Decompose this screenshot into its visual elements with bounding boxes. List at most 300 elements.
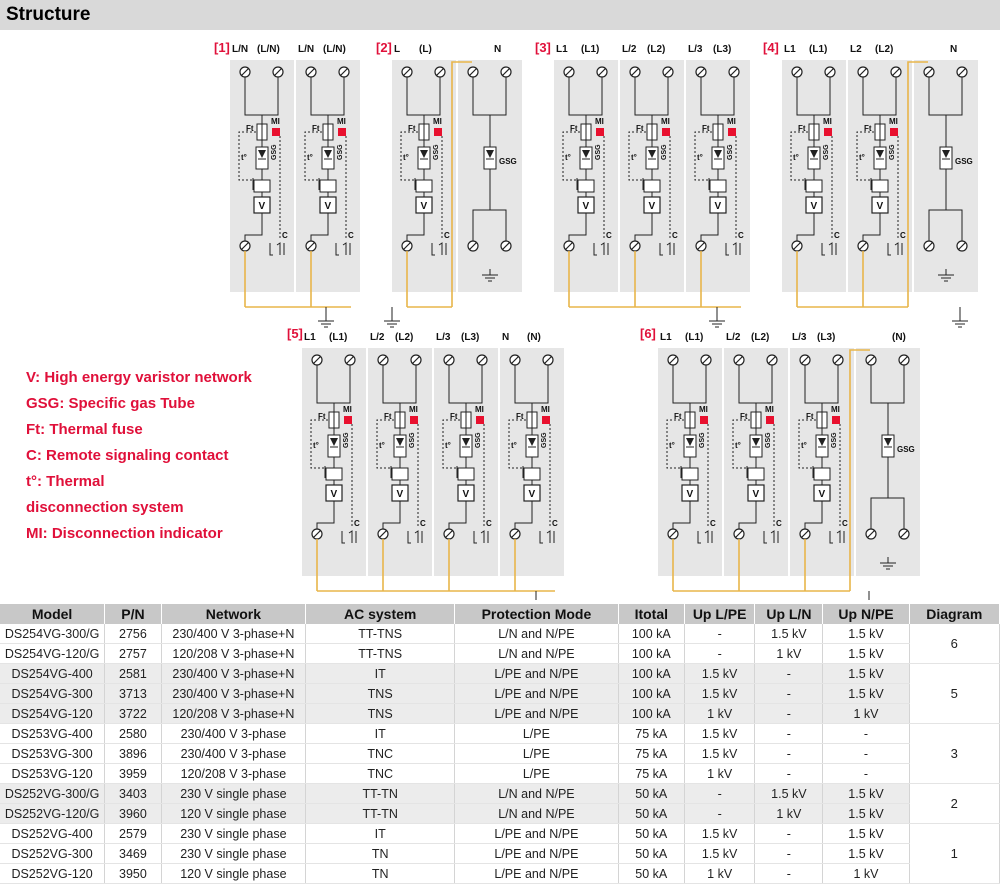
diagram-2	[376, 40, 522, 327]
table-header-row	[0, 604, 1000, 624]
table-cell: L/PE and N/PE	[455, 684, 618, 704]
table-cell: 100 kA	[618, 664, 684, 684]
t-label: t°	[697, 153, 703, 162]
terminal-label: (L3)	[713, 44, 732, 55]
c-label: C	[444, 231, 450, 240]
table-cell: 120/208 V 3-phase+N	[161, 644, 305, 664]
mi-label: MI	[661, 117, 670, 126]
c-label: C	[348, 231, 354, 240]
table-cell: 120/208 V 3-phase+N	[161, 704, 305, 724]
table-cell: 1.5 kV	[823, 624, 909, 644]
legend	[26, 365, 306, 547]
mi-label: MI	[831, 405, 840, 414]
terminal-label: (L2)	[647, 44, 666, 55]
terminal-label: (L1)	[809, 44, 828, 55]
terminal-label: L1	[556, 44, 568, 55]
col-itotal: Itotal	[618, 604, 684, 624]
table-cell: 120 V single phase	[161, 804, 305, 824]
table-row	[0, 804, 1000, 824]
c-label: C	[354, 519, 360, 528]
ft-label: Ft	[798, 124, 806, 133]
v-label: V	[420, 201, 428, 212]
varistor-top	[254, 180, 270, 192]
varistor-top	[644, 180, 660, 192]
legend-item-t-cont: disconnection system	[26, 499, 184, 516]
terminal-label: L/3	[436, 332, 451, 343]
mi-indicator	[824, 128, 832, 136]
table-cell: 1.5 kV	[823, 824, 909, 844]
table-cell: 1.5 kV	[755, 784, 823, 804]
table-cell: -	[685, 804, 755, 824]
t-label: t°	[241, 153, 247, 162]
table-cell: IT	[306, 664, 455, 684]
mi-label: MI	[595, 117, 604, 126]
varistor-top	[578, 180, 594, 192]
col-up-ln: Up L/N	[755, 604, 823, 624]
table-cell: 120/208 V 3-phase	[161, 764, 305, 784]
table-cell: DS252VG-300	[0, 844, 105, 864]
mi-indicator	[766, 416, 774, 424]
diagram-number: [3]	[535, 40, 551, 55]
table-cell: 120 V single phase	[161, 864, 305, 884]
t-label: t°	[313, 441, 319, 450]
table-cell: IT	[306, 824, 455, 844]
ft-label: Ft	[702, 124, 710, 133]
terminal-label: L/2	[726, 332, 741, 343]
table-cell: 3722	[105, 704, 161, 724]
table-cell: TNC	[306, 744, 455, 764]
varistor-top	[416, 180, 432, 192]
table-cell: 1 kV	[685, 864, 755, 884]
table-cell: 230/400 V 3-phase+N	[161, 624, 305, 644]
table-cell: 1.5 kV	[685, 724, 755, 744]
varistor-top	[806, 180, 822, 192]
c-label: C	[486, 519, 492, 528]
section-title: Structure	[6, 4, 91, 25]
table-cell: 75 kA	[618, 724, 684, 744]
ft-label: Ft	[674, 412, 682, 421]
varistor-top	[524, 468, 540, 480]
table-row	[0, 644, 1000, 664]
table-cell: 50 kA	[618, 864, 684, 884]
table-row	[0, 684, 1000, 704]
legend-item-mi: MI: Disconnection indicator	[26, 525, 223, 542]
table-cell: L/N and N/PE	[455, 784, 618, 804]
varistor-top	[682, 468, 698, 480]
table-cell: 1.5 kV	[685, 844, 755, 864]
terminal-label: (L/N)	[257, 44, 280, 55]
table-cell: -	[685, 644, 755, 664]
table-cell: 100 kA	[618, 704, 684, 724]
ft-label: Ft	[384, 412, 392, 421]
table-cell: -	[755, 764, 823, 784]
col-diagram: Diagram	[909, 604, 999, 624]
table-cell: -	[755, 704, 823, 724]
spec-table	[0, 604, 1000, 884]
terminal-label: (L1)	[581, 44, 600, 55]
table-cell: 1 kV	[685, 704, 755, 724]
table-cell: 3469	[105, 844, 161, 864]
gsg-label: GSG	[595, 144, 602, 160]
table-cell: 3960	[105, 804, 161, 824]
table-cell: 50 kA	[618, 784, 684, 804]
mi-label: MI	[765, 405, 774, 414]
varistor-top	[458, 468, 474, 480]
table-cell: -	[755, 864, 823, 884]
terminal-label: L/3	[688, 44, 703, 55]
ft-label: Ft	[318, 412, 326, 421]
table-row	[0, 704, 1000, 724]
ft-label: Ft	[246, 124, 254, 133]
table-cell: 1.5 kV	[823, 644, 909, 664]
terminal-label: (L2)	[875, 44, 894, 55]
gsg-label: GSG	[343, 432, 350, 448]
terminal-label: (N)	[527, 332, 541, 343]
table-cell: -	[755, 724, 823, 744]
c-label: C	[842, 519, 848, 528]
table-cell: -	[823, 764, 909, 784]
table-row	[0, 744, 1000, 764]
table-row	[0, 784, 1000, 804]
t-label: t°	[445, 441, 451, 450]
table-cell: -	[685, 624, 755, 644]
table-cell: 2579	[105, 824, 161, 844]
table-cell: TT-TNS	[306, 644, 455, 664]
gsg-label: GSG	[699, 432, 706, 448]
terminal-label: (L)	[419, 44, 432, 55]
t-label: t°	[735, 441, 741, 450]
t-label: t°	[403, 153, 409, 162]
v-label: V	[648, 201, 656, 212]
table-cell: 75 kA	[618, 764, 684, 784]
table-cell: 1.5 kV	[755, 624, 823, 644]
mi-indicator	[476, 416, 484, 424]
varistor-top	[326, 468, 342, 480]
table-cell: DS254VG-300/G	[0, 624, 105, 644]
v-label: V	[330, 489, 338, 500]
v-label: V	[396, 489, 404, 500]
table-cell: DS254VG-120/G	[0, 644, 105, 664]
table-cell: TT-TN	[306, 784, 455, 804]
diagram-ref-cell: 5	[909, 664, 999, 724]
table-cell: 230/400 V 3-phase+N	[161, 664, 305, 684]
varistor-top	[748, 468, 764, 480]
gsg-label: GSG	[433, 144, 440, 160]
table-cell: L/PE	[455, 724, 618, 744]
c-label: C	[738, 231, 744, 240]
terminal-label: L/2	[622, 44, 637, 55]
table-cell: -	[755, 824, 823, 844]
table-cell: 3403	[105, 784, 161, 804]
terminal-label: L1	[660, 332, 672, 343]
table-cell: 100 kA	[618, 624, 684, 644]
t-label: t°	[565, 153, 571, 162]
gsg-label: GSG	[727, 144, 734, 160]
diagram-ref-cell: 3	[909, 724, 999, 784]
table-cell: 230 V single phase	[161, 844, 305, 864]
table-row	[0, 764, 1000, 784]
table-cell: L/PE and N/PE	[455, 824, 618, 844]
gsg-label: GSG	[409, 432, 416, 448]
c-label: C	[552, 519, 558, 528]
mi-label: MI	[433, 117, 442, 126]
table-cell: TT-TNS	[306, 624, 455, 644]
table-cell: 3950	[105, 864, 161, 884]
legend-item-c: C: Remote signaling contact	[26, 447, 229, 464]
table-row	[0, 664, 1000, 684]
v-label: V	[752, 489, 760, 500]
ft-label: Ft	[806, 412, 814, 421]
gsg-label: GSG	[897, 445, 915, 454]
terminal-label: (L3)	[461, 332, 480, 343]
table-row	[0, 624, 1000, 644]
gsg-label: GSG	[955, 157, 973, 166]
diagram-ref-cell: 1	[909, 824, 999, 884]
legend-item-ft: Ft: Thermal fuse	[26, 421, 143, 438]
mi-indicator	[272, 128, 280, 136]
terminal-label: L2	[850, 44, 862, 55]
terminal-label: L/3	[792, 332, 807, 343]
mi-label: MI	[475, 405, 484, 414]
table-cell: 1 kV	[755, 804, 823, 824]
table-cell: -	[685, 784, 755, 804]
gsg-label: GSG	[337, 144, 344, 160]
section-header	[0, 0, 1000, 30]
terminal-label: N	[502, 332, 510, 343]
mi-indicator	[700, 416, 708, 424]
c-label: C	[900, 231, 906, 240]
table-cell: 1.5 kV	[823, 684, 909, 704]
col-up-npe: Up N/PE	[823, 604, 909, 624]
col-pn: P/N	[105, 604, 161, 624]
v-label: V	[876, 201, 884, 212]
table-cell: DS253VG-400	[0, 724, 105, 744]
table-row	[0, 724, 1000, 744]
table-cell: 2580	[105, 724, 161, 744]
gsg-label: GSG	[475, 432, 482, 448]
terminal-label: L1	[784, 44, 796, 55]
gsg-label: GSG	[765, 432, 772, 448]
gsg-label: GSG	[831, 432, 838, 448]
mi-indicator	[338, 128, 346, 136]
table-cell: -	[755, 744, 823, 764]
table-cell: TNS	[306, 684, 455, 704]
c-label: C	[710, 519, 716, 528]
diagram-1	[214, 40, 360, 327]
diagram-4	[763, 40, 978, 327]
mi-label: MI	[337, 117, 346, 126]
mi-label: MI	[823, 117, 832, 126]
gsg-label: GSG	[541, 432, 548, 448]
table-row	[0, 844, 1000, 864]
v-label: V	[324, 201, 332, 212]
table-cell: 1.5 kV	[685, 684, 755, 704]
terminal-label: L/2	[370, 332, 385, 343]
table-cell: DS254VG-120	[0, 704, 105, 724]
table-cell: 1.5 kV	[823, 664, 909, 684]
gsg-label: GSG	[271, 144, 278, 160]
terminal-label: (L2)	[751, 332, 770, 343]
v-label: V	[582, 201, 590, 212]
legend-item-t: t°: Thermal	[26, 473, 105, 490]
c-label: C	[606, 231, 612, 240]
table-cell: TNC	[306, 764, 455, 784]
t-label: t°	[511, 441, 517, 450]
table-cell: 1.5 kV	[685, 664, 755, 684]
mi-indicator	[890, 128, 898, 136]
diagram-ref-cell: 2	[909, 784, 999, 824]
v-label: V	[462, 489, 470, 500]
mi-indicator	[542, 416, 550, 424]
table-cell: DS252VG-120/G	[0, 804, 105, 824]
c-label: C	[420, 519, 426, 528]
varistor-top	[392, 468, 408, 480]
table-cell: 100 kA	[618, 644, 684, 664]
terminal-label: L	[394, 44, 401, 55]
mi-label: MI	[727, 117, 736, 126]
diagram-number: [1]	[214, 40, 230, 55]
mi-indicator	[832, 416, 840, 424]
terminal-label: (L3)	[817, 332, 836, 343]
table-cell: 1.5 kV	[823, 844, 909, 864]
diagram-6	[640, 326, 920, 600]
table-cell: 2757	[105, 644, 161, 664]
v-label: V	[714, 201, 722, 212]
table-cell: TT-TN	[306, 804, 455, 824]
legend-item-v: V: High energy varistor network	[26, 369, 252, 386]
diagram-number: [4]	[763, 40, 779, 55]
table-cell: 1.5 kV	[685, 824, 755, 844]
mi-label: MI	[343, 405, 352, 414]
table-cell: DS254VG-300	[0, 684, 105, 704]
terminal-label: L1	[304, 332, 316, 343]
table-cell: 230 V single phase	[161, 824, 305, 844]
table-cell: 230/400 V 3-phase	[161, 724, 305, 744]
mi-label: MI	[699, 405, 708, 414]
terminal-label: (N)	[892, 332, 906, 343]
table-cell: 230/400 V 3-phase	[161, 744, 305, 764]
mi-label: MI	[541, 405, 550, 414]
terminal-label: L/N	[232, 44, 249, 55]
table-cell: 230 V single phase	[161, 784, 305, 804]
diagram-3	[535, 40, 750, 327]
table-cell: DS253VG-120	[0, 764, 105, 784]
table-cell: DS253VG-300	[0, 744, 105, 764]
gsg-label: GSG	[889, 144, 896, 160]
diagram-5	[287, 326, 564, 600]
table-cell: TN	[306, 844, 455, 864]
table-cell: 3896	[105, 744, 161, 764]
c-label: C	[834, 231, 840, 240]
table-cell: DS252VG-400	[0, 824, 105, 844]
legend-item-gsg: GSG: Specific gas Tube	[26, 395, 195, 412]
ft-label: Ft	[864, 124, 872, 133]
gsg-label: GSG	[661, 144, 668, 160]
table-cell: 2581	[105, 664, 161, 684]
col-up-lpe: Up L/PE	[685, 604, 755, 624]
diagram-number: [2]	[376, 40, 392, 55]
diagram-number: [6]	[640, 326, 656, 341]
table-cell: DS254VG-400	[0, 664, 105, 684]
terminal-label: (L2)	[395, 332, 414, 343]
gsg-label: GSG	[823, 144, 830, 160]
mi-indicator	[410, 416, 418, 424]
table-cell: -	[823, 724, 909, 744]
terminal-label: N	[494, 44, 502, 55]
table-cell: 1 kV	[823, 864, 909, 884]
t-label: t°	[793, 153, 799, 162]
ft-label: Ft	[408, 124, 416, 133]
col-protection-mode: Protection Mode	[455, 604, 618, 624]
table-cell: IT	[306, 724, 455, 744]
table-row	[0, 864, 1000, 884]
varistor-top	[814, 468, 830, 480]
mi-indicator	[728, 128, 736, 136]
table-cell: L/PE and N/PE	[455, 864, 618, 884]
table-cell: TN	[306, 864, 455, 884]
diagram-number: [5]	[287, 326, 303, 341]
table-cell: 75 kA	[618, 744, 684, 764]
diagram-ref-cell: 6	[909, 624, 999, 664]
t-label: t°	[669, 441, 675, 450]
table-cell: 3959	[105, 764, 161, 784]
table-cell: 1.5 kV	[823, 804, 909, 824]
ft-label: Ft	[740, 412, 748, 421]
v-label: V	[258, 201, 266, 212]
table-cell: 50 kA	[618, 844, 684, 864]
table-cell: DS252VG-300/G	[0, 784, 105, 804]
table-cell: 1 kV	[823, 704, 909, 724]
table-cell: 1.5 kV	[685, 744, 755, 764]
mi-label: MI	[271, 117, 280, 126]
varistor-top	[710, 180, 726, 192]
c-label: C	[672, 231, 678, 240]
table-row	[0, 824, 1000, 844]
table-cell: L/N and N/PE	[455, 624, 618, 644]
table-cell: -	[755, 664, 823, 684]
v-label: V	[686, 489, 694, 500]
table-cell: 100 kA	[618, 684, 684, 704]
c-label: C	[776, 519, 782, 528]
t-label: t°	[379, 441, 385, 450]
ft-label: Ft	[450, 412, 458, 421]
table-cell: L/N and N/PE	[455, 644, 618, 664]
col-model: Model	[0, 604, 105, 624]
table-cell: 230/400 V 3-phase+N	[161, 684, 305, 704]
v-label: V	[528, 489, 536, 500]
table-cell: 50 kA	[618, 824, 684, 844]
terminal-label: N	[950, 44, 958, 55]
table-cell: L/PE and N/PE	[455, 844, 618, 864]
v-label: V	[818, 489, 826, 500]
terminal-label: (L/N)	[323, 44, 346, 55]
col-ac-system: AC system	[306, 604, 455, 624]
table-cell: -	[755, 684, 823, 704]
table-cell: L/N and N/PE	[455, 804, 618, 824]
table-cell: L/PE	[455, 764, 618, 784]
t-label: t°	[307, 153, 313, 162]
table-cell: -	[823, 744, 909, 764]
c-label: C	[282, 231, 288, 240]
ft-label: Ft	[570, 124, 578, 133]
varistor-top	[320, 180, 336, 192]
ft-label: Ft	[516, 412, 524, 421]
gsg-label: GSG	[499, 157, 517, 166]
mi-label: MI	[889, 117, 898, 126]
col-network: Network	[161, 604, 305, 624]
table-cell: 50 kA	[618, 804, 684, 824]
table-cell: L/PE and N/PE	[455, 704, 618, 724]
